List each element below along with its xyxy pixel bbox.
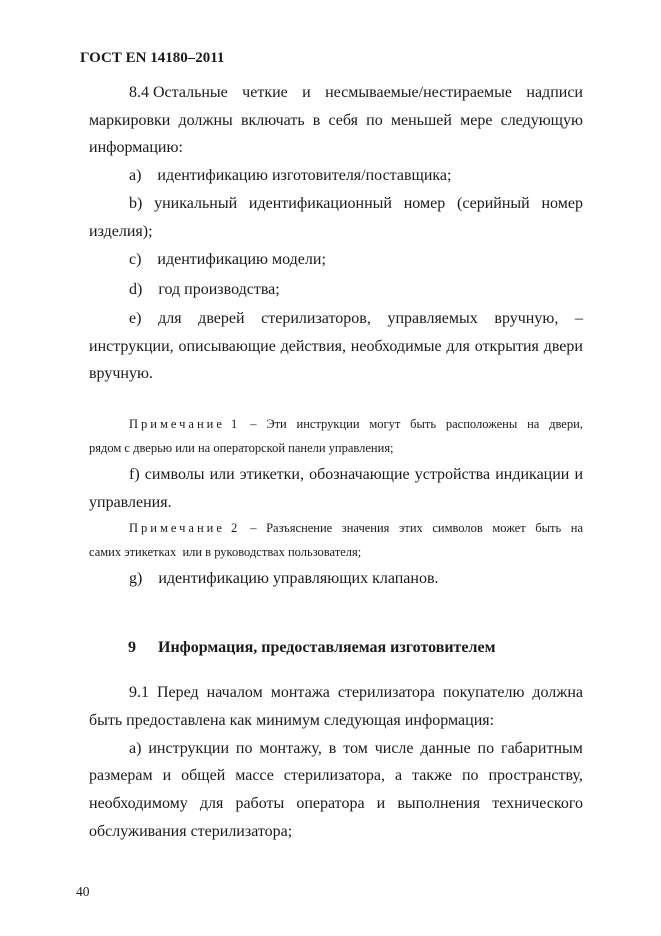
note-1-text <box>250 416 583 432</box>
para-8-4-line-2 <box>89 111 583 131</box>
word: оператора <box>296 795 365 812</box>
section-9-title: Информация, предоставляемая изготовителем <box>158 639 496 656</box>
word: технического <box>492 795 583 812</box>
word: монтажа <box>270 684 330 701</box>
word: обозначающие <box>309 466 410 483</box>
word: необходимому <box>89 795 188 812</box>
word: маркировки <box>89 112 171 129</box>
word: Эти <box>266 417 287 431</box>
note-2-label: Примечание 2 <box>129 521 241 535</box>
word: значения <box>341 521 390 535</box>
word: должна <box>532 684 583 701</box>
word: также <box>412 767 453 784</box>
word: себя <box>328 112 358 129</box>
word: Разъяснение <box>266 521 333 535</box>
word: инструкции <box>148 740 230 757</box>
word: номер <box>403 195 446 212</box>
word: четкие <box>242 84 288 101</box>
word: – <box>574 310 583 327</box>
word: 8.4 Остальные <box>129 84 228 101</box>
word: покупателю <box>443 684 525 701</box>
word: следующую <box>500 112 583 129</box>
item-9-1-a-line-4: обслуживания стерилизатора; <box>89 823 293 840</box>
item-e-line-1 <box>129 309 583 329</box>
word: двери <box>543 338 583 355</box>
word: и <box>574 466 583 483</box>
word: меньшей <box>390 112 452 129</box>
page-number: 40 <box>76 884 90 899</box>
word: размерам <box>89 767 153 784</box>
para-9-1-line-2: быть предоставлена как минимум следующая информация: <box>89 712 495 729</box>
item-e-line-3: вручную. <box>89 365 153 382</box>
word: – <box>250 521 257 535</box>
item-c: c) идентификацию модели; <box>129 251 326 268</box>
word: и <box>162 767 172 784</box>
item-a: a) идентификацию изготовителя/поставщика; <box>129 167 452 184</box>
word: габаритным <box>501 740 583 757</box>
word: f) <box>129 466 140 483</box>
word: символов <box>432 521 483 535</box>
word: инструкции <box>296 417 360 431</box>
word: необходимые <box>350 338 442 355</box>
word: должны <box>178 112 233 129</box>
word: управляемых <box>387 310 478 327</box>
document-header: ГОСТ EN 14180–2011 <box>80 50 225 66</box>
para-9-1-line-1 <box>129 683 583 703</box>
word: символы <box>144 466 205 483</box>
word: дверей <box>198 310 245 327</box>
para-8-4-line-1 <box>129 83 583 103</box>
word: 9.1 <box>129 684 149 701</box>
word: номер <box>541 195 583 212</box>
word: e) <box>129 310 142 327</box>
note-1-label: Примечание 1 <box>129 417 241 431</box>
item-d: d) год производства; <box>129 281 280 298</box>
word: стерилизатора, <box>283 767 385 784</box>
word: описывающие <box>178 338 276 355</box>
word: на <box>527 417 540 431</box>
word: для <box>199 795 224 812</box>
word: по <box>461 767 479 784</box>
note-2-line-2: самих этикетках или в руководствах пользователя; <box>89 545 362 559</box>
word: или <box>209 466 235 483</box>
note-2-text <box>250 520 583 536</box>
word: по <box>366 112 383 129</box>
word: этих <box>399 521 423 535</box>
word: действия, <box>280 338 346 355</box>
word: пространству, <box>488 767 583 784</box>
word: – <box>250 417 257 431</box>
word: индикации <box>495 466 570 483</box>
note-2-line-1 <box>129 520 583 536</box>
item-f-line-1 <box>129 465 583 485</box>
word: быть <box>535 521 562 535</box>
word: в <box>328 740 337 757</box>
item-f-line-2: управления. <box>89 494 172 511</box>
word: данные <box>420 740 471 757</box>
item-g: g) идентификацию управляющих клапанов. <box>129 570 439 587</box>
word: Перед <box>156 684 199 701</box>
note-1-line-1 <box>129 416 583 432</box>
word: числе <box>374 740 414 757</box>
word: монтажу, <box>259 740 322 757</box>
word: расположены <box>445 417 518 431</box>
word: массе <box>235 767 274 784</box>
word: мере <box>460 112 493 129</box>
item-9-1-a-line-2 <box>89 766 583 786</box>
word: работы <box>235 795 285 812</box>
section-9-number: 9 <box>128 639 136 656</box>
word: (серийный <box>456 195 530 212</box>
word: инструкции, <box>89 338 174 355</box>
word: и <box>302 84 311 101</box>
word: открытия <box>474 338 539 355</box>
word: стерилизатора <box>337 684 436 701</box>
word: для <box>158 310 182 327</box>
word: в <box>312 112 321 129</box>
word: идентификационный <box>248 195 392 212</box>
word: надписи <box>526 84 583 101</box>
word: общей <box>181 767 226 784</box>
word: несмываемые/нестираемые <box>325 84 512 101</box>
word: уникальный <box>154 195 238 212</box>
item-9-1-a-line-3 <box>89 794 583 814</box>
word: a) <box>129 740 142 757</box>
item-b-line-2: изделия); <box>89 223 153 240</box>
word: по <box>477 740 495 757</box>
word: устройства <box>414 466 491 483</box>
word: началом <box>206 684 263 701</box>
word: b) <box>129 195 143 212</box>
word: на <box>570 521 583 535</box>
word: выполнения <box>397 795 481 812</box>
word: могут <box>369 417 401 431</box>
word: по <box>235 740 253 757</box>
item-e-line-2 <box>89 337 583 357</box>
word: может <box>492 521 526 535</box>
word: стерилизаторов, <box>261 310 371 327</box>
item-b-line-1 <box>129 194 583 214</box>
word: а <box>394 767 403 784</box>
word: для <box>446 338 470 355</box>
word: двери, <box>549 417 583 431</box>
word: включать <box>240 112 305 129</box>
word: быть <box>410 417 437 431</box>
item-9-1-a-line-1 <box>129 739 583 759</box>
word: вручную, <box>494 310 559 327</box>
word: этикетки, <box>239 466 304 483</box>
word: том <box>343 740 368 757</box>
para-8-4-line-3: информацию: <box>89 139 183 156</box>
note-1-line-2: рядом с дверью или на операторской панели управления; <box>89 441 394 455</box>
word: и <box>376 795 386 812</box>
